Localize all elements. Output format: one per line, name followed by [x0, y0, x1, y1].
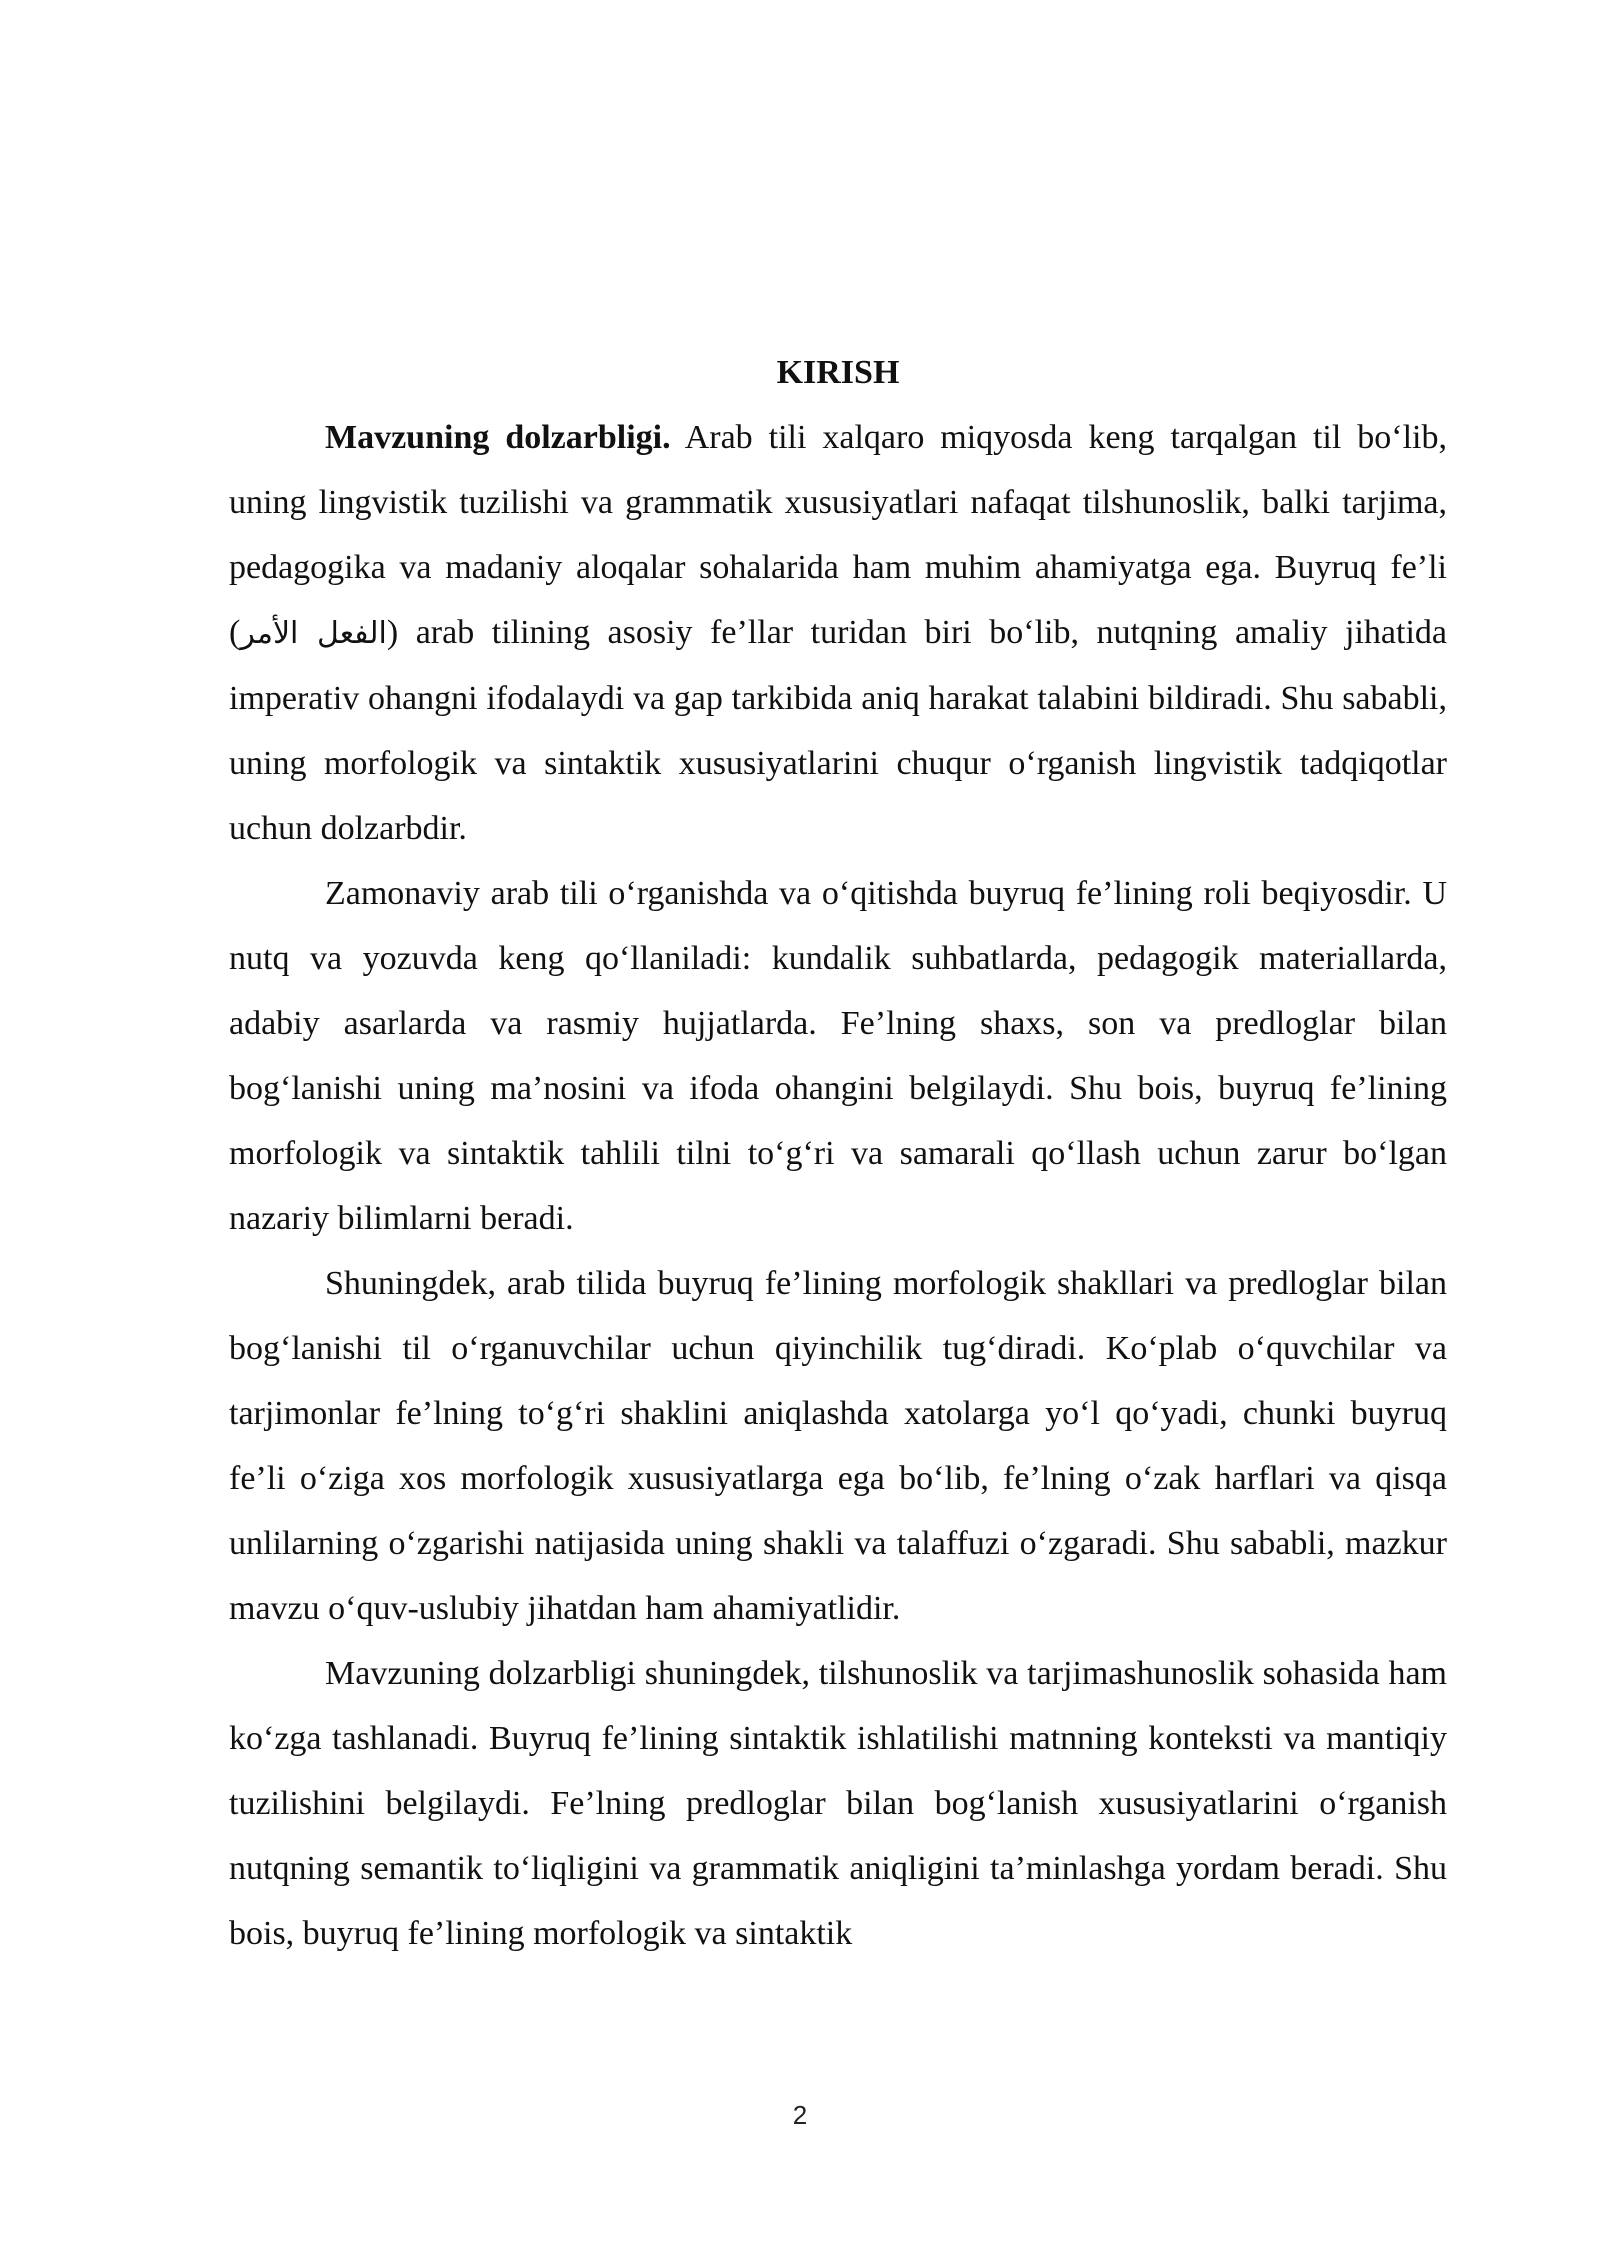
paragraph-text-before-arabic: Arab tili xalqaro miqyosda keng tarqalgan til bo‘lib, uning lingvistik tuzilishi va grammatik xususiyatlari nafaqat tilshunoslik, balki tarjima, pedagogika va madaniy aloqalar sohalarida ham muhim ahamiyatga ega. Buyruq fe’li ( [229, 419, 1447, 651]
arabic-term: الفعل الأمر [240, 616, 387, 651]
paragraph-relevance [229, 405, 1447, 861]
paragraph-linguistics: Mavzuning dolzarbligi shuningdek, tilshunoslik va tarjimashunoslik sohasida ham ko‘zga tashlanadi. Buyruq fe’lining sintaktik ishlatilishi matnning konteksti va mantiqiy tuzilishini belgilaydi. Fe’lning predloglar bilan bog‘lanish xususiyatlarini o‘rganish nutqning semantik to‘liqligini va grammatik aniqligini ta’minlashga yordam beradi. Shu bois, buyruq fe’lining morfologik va sintaktik [229, 1655, 1447, 1952]
page-number: 2 [792, 2100, 808, 2130]
section-heading: KIRISH [776, 354, 900, 391]
paragraph-difficulties: Shuningdek, arab tilida buyruq fe’lining morfologik shakllari va predloglar bilan bog‘lanishi til o‘rganuvchilar uchun qiyinchilik tug‘diradi. Ko‘plab o‘quvchilar va tarjimonlar fe’lning to‘g‘ri shaklini aniqlashda xatolarga yo‘l qo‘yadi, chunki buyruq fe’li o‘ziga xos morfologik xususiyatlarga ega bo‘lib, fe’lning o‘zak harflari va qisqa unlilarning o‘zgarishi natijasida uning shakli va talaffuzi o‘zgaradi. Shu sababli, mazkur mavzu o‘quv-uslubiy jihatdan ham ahamiyatlidir. [229, 1265, 1447, 1627]
paragraph-modern-arabic: Zamonaviy arab tili o‘rganishda va o‘qitishda buyruq fe’lining roli beqiyosdir. U nutq va yozuvda keng qo‘llaniladi: kundalik suhbatlarda, pedagogik materiallarda, adabiy asarlarda va rasmiy hujjatlarda. Fe’lning shaxs, son va predloglar bilan bog‘lanishi uning ma’nosini va ifoda ohangini belgilaydi. Shu bois, buyruq fe’lining morfologik va sintaktik tahlili tilni to‘g‘ri va samarali qo‘llash uchun zarur bo‘lgan nazariy bilimlarni beradi. [229, 875, 1447, 1237]
paragraph-text-after-arabic: ) arab tilining asosiy fe’llar turidan biri bo‘lib, nutqning amaliy jihatida imperativ ohangni ifodalaydi va gap tarkibida aniq harakat talabini bildiradi. Shu sababli, uning morfologik va sintaktik xususiyatlarini chuqur o‘rganish lingvistik tadqiqotlar uchun dolzarbdir. [229, 614, 1447, 847]
page-content [229, 340, 1447, 1966]
paragraph-lead: Mavzuning dolzarbligi. [325, 419, 671, 456]
